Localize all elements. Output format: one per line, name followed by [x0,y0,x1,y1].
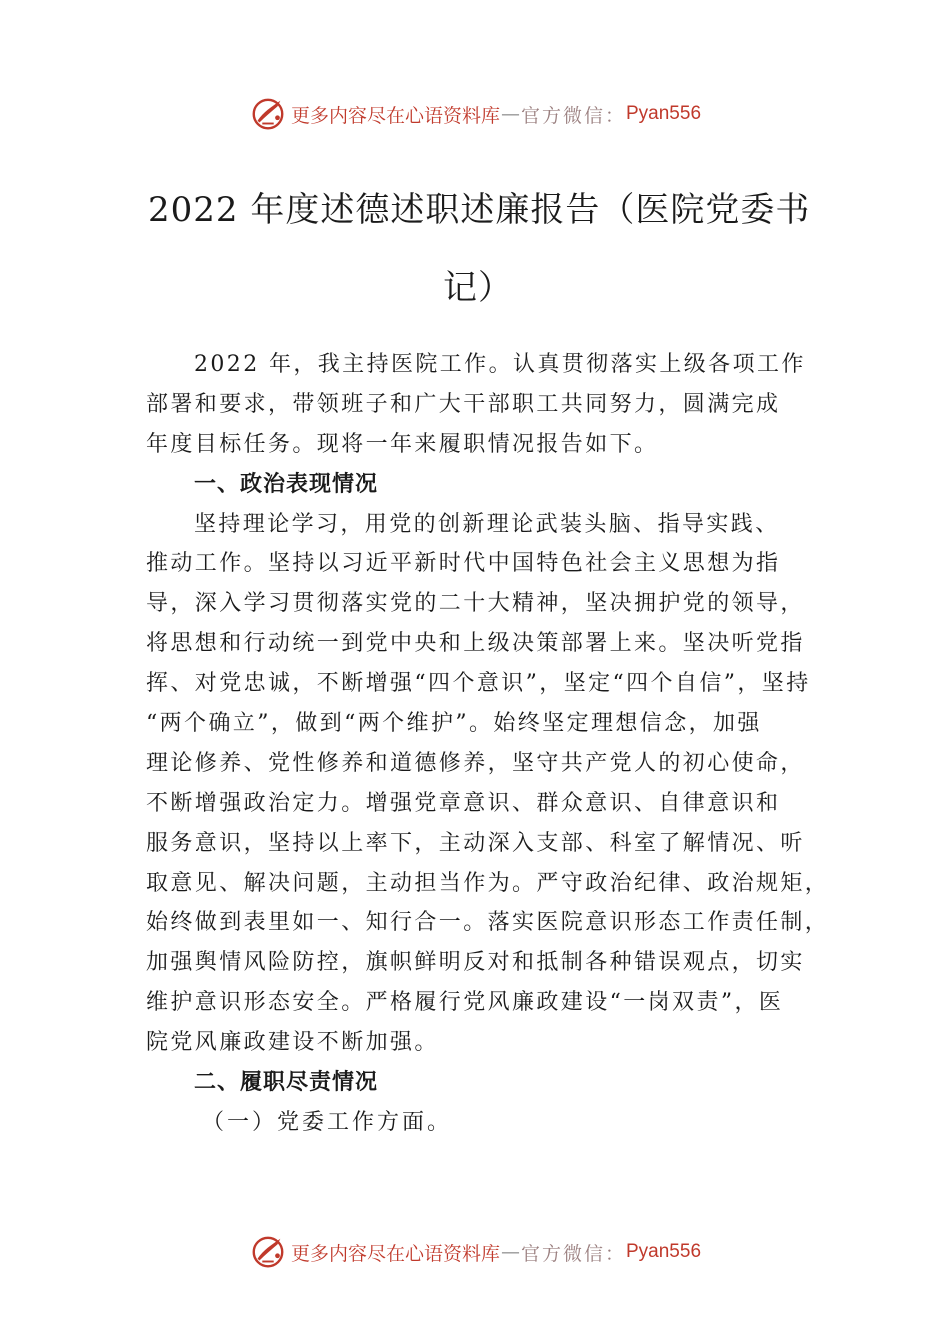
pen-logo-icon [249,1233,287,1271]
pen-logo-icon [249,95,287,133]
watermark-text: 更多内容尽在心语资料库 [290,104,500,127]
paragraph-line: 始终做到表里如一、知行合一。落实医院意识形态工作责任制， [146,910,830,936]
watermark-separator: — [500,1241,520,1263]
watermark-wechat-label: 官方微信： [520,104,626,127]
watermark-wechat-id: Pyan556 [626,103,702,124]
paragraph-line: 取意见、解决问题，主动担当作为。严守政治纪律、政治规矩， [146,870,830,896]
watermark-wechat-id: Pyan556 [626,1241,702,1262]
section-heading: 一、政治表现情况 [194,471,379,497]
watermark-banner-top [0,94,950,134]
watermark-banner-bottom [0,1232,950,1272]
title-line: 记） [443,268,513,308]
section-heading: 二、履职尽责情况 [194,1070,379,1096]
paragraph-line: 挥、对党忠诚，不断增强“四个意识”，坚定“四个自信”，坚持 [146,671,811,697]
paragraph-line: 将思想和行动统一到党中央和上级决策部署上来。坚决听党指 [146,631,805,657]
document-title [148,186,811,312]
paragraph-line: 部署和要求，带领班子和广大干部职工共同努力，圆满完成 [146,391,781,417]
paragraph-line: 坚持理论学习，用党的创新理论武装头脑、指导实践、 [194,511,780,537]
paragraph-line: 年度目标任务。现将一年来履职情况报告如下。 [146,431,659,457]
paragraph-line: 服务意识，坚持以上率下，主动深入支部、科室了解情况、听 [146,830,805,856]
watermark-separator: — [500,103,520,125]
paragraph-line: 推动工作。坚持以习近平新时代中国特色社会主义思想为指 [146,551,781,577]
subsection-heading: （一）党委工作方面。 [202,1109,453,1135]
document-body [146,345,832,1143]
paragraph-line: 加强舆情风险防控，旗帜鲜明反对和抵制各种错误观点，切实 [146,950,805,976]
paragraph-line: “两个确立”，做到“两个维护”。始终坚定理想信念，加强 [146,711,762,737]
paragraph-line: 维护意识形态安全。严格履行党风廉政建设“一岗双责”，医 [146,990,784,1016]
watermark-text: 更多内容尽在心语资料库 [290,1242,500,1265]
paragraph-line: 院党风廉政建设不断加强。 [146,1030,439,1056]
paragraph-line: 2022 年，我主持医院工作。认真贯彻落实上级各项工作 [194,352,806,377]
title-line: 2022 年度述德述职述廉报告（医院党委书 [148,190,811,230]
paragraph-line: 不断增强政治定力。增强党章意识、群众意识、自律意识和 [146,790,781,816]
paragraph-line: 理论修养、党性修养和道德修养，坚守共产党人的初心使命， [146,750,805,776]
paragraph-line: 导，深入学习贯彻落实党的二十大精神，坚决拥护党的领导， [146,591,805,617]
watermark-wechat-label: 官方微信： [520,1242,626,1265]
